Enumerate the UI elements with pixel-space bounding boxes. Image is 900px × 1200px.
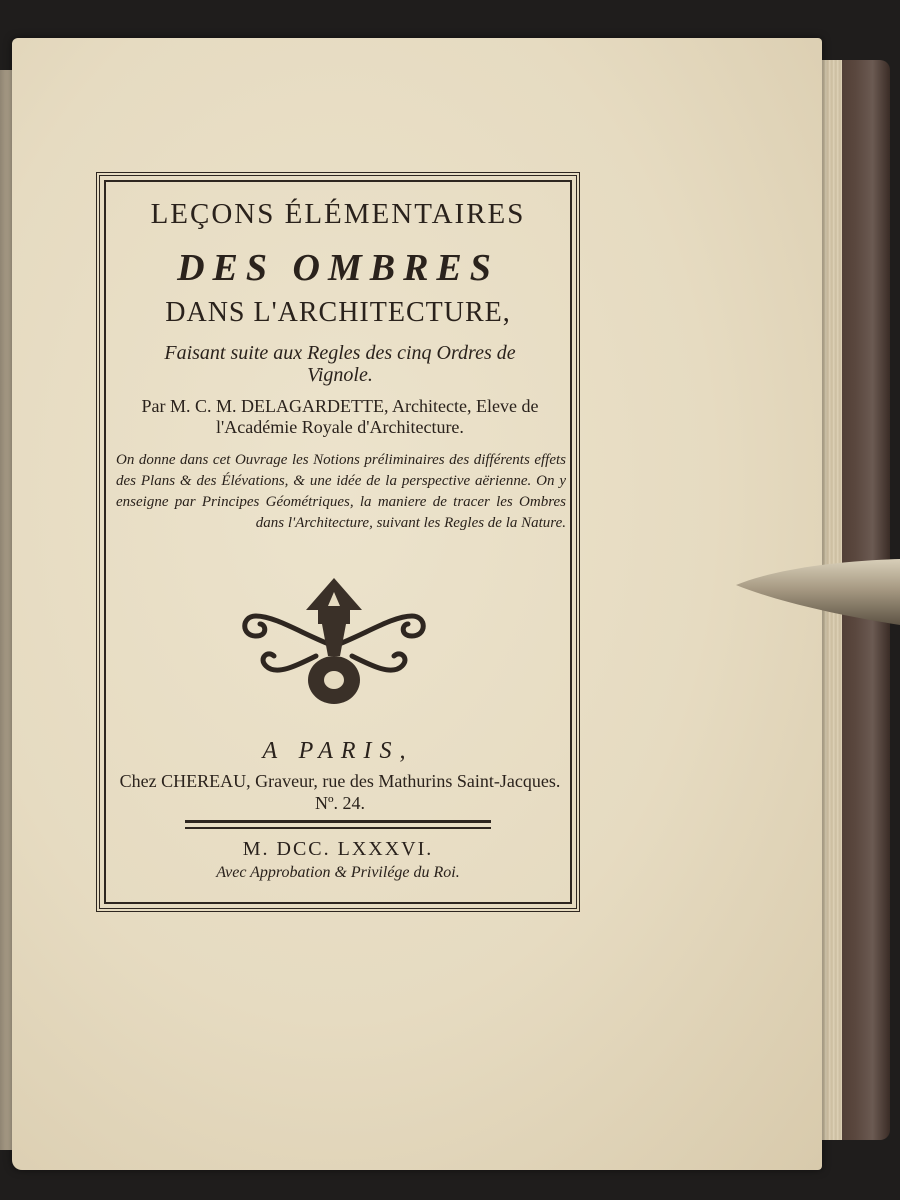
description: On donne dans cet Ouvrage les Notions préliminaires des différents effets des Plans & des Élévations, & une idée de la perspective aërienne. On y enseigne par Principes Géométriques, la maniere de tracer les Ombres dans l'Architecture, suivant les Regles de la Nature.	[116, 452, 566, 531]
subtitle: Faisant suite aux Regles des cinq Ordres de Vignole.	[164, 342, 516, 386]
divider-rule	[185, 820, 491, 823]
title-line-2: DES OMBRES	[177, 247, 499, 289]
floral-scroll-ornament-icon	[236, 576, 432, 710]
year-line: M. DCC. LXXXVI.	[242, 838, 434, 860]
privilege-line: Avec Approbation & Privilége du Roi.	[216, 864, 460, 881]
publisher-line: Chez CHEREAU, Graveur, rue des Mathurins Saint-Jacques. Nº. 24.	[119, 771, 561, 813]
pen-pointer-icon	[736, 555, 900, 635]
city-line: A PARIS,	[262, 738, 414, 764]
author-line: Par M. C. M. DELAGARDETTE, Architecte, Eleve de l'Académie Royale d'Architecture.	[141, 396, 539, 437]
title-line-3: DANS L'ARCHITECTURE,	[165, 297, 511, 328]
divider-rule-thin	[185, 827, 491, 829]
title-line-1: LEÇONS ÉLÉMENTAIRES	[150, 198, 526, 230]
